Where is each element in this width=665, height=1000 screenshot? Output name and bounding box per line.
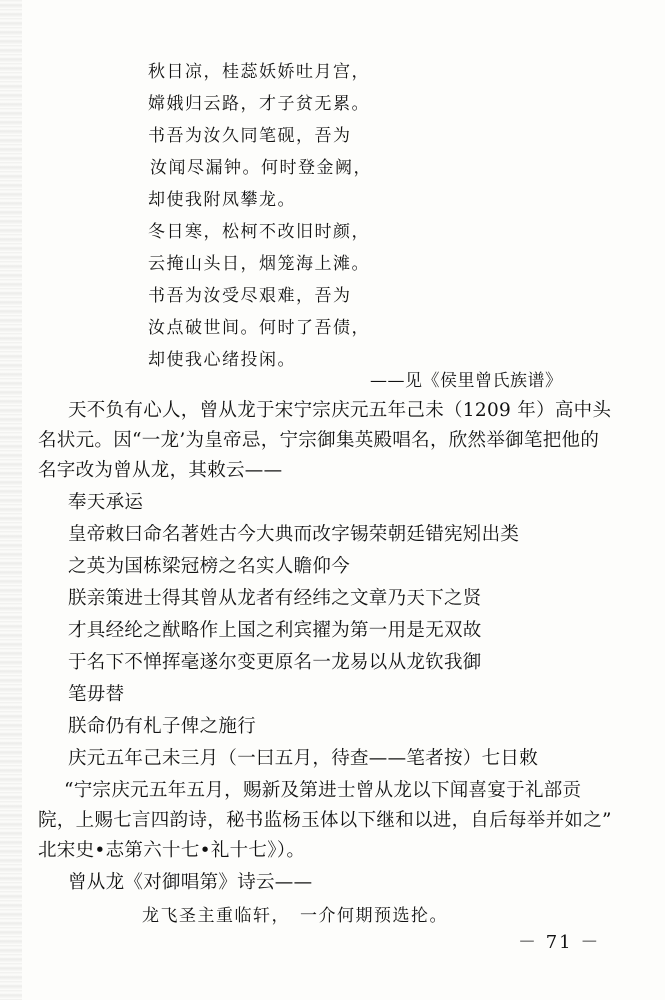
poem-line-2: 嫦娥归云路，才子贫无累。 xyxy=(148,94,370,114)
poem-line-3: 书吾为汝久同笔砚，吾为 xyxy=(148,126,352,146)
scan-edge-shadow xyxy=(0,0,22,1000)
poem-line-1: 秋日凉，桂蕊妖娇吐月宫， xyxy=(148,62,370,82)
quote-line-2: 院，上赐七言四韵诗，秘书监杨玉体以下继和以进，自后每举并如之” xyxy=(38,810,612,831)
edict-line-4: 朕亲策进士得其曾从龙者有经纬之文章乃天下之贤 xyxy=(68,588,482,609)
edict-line-5: 才具经纶之猷略作上国之利宾擢为第一用是无双故 xyxy=(68,620,482,641)
edict-line-8: 朕命仍有札子俾之施行 xyxy=(68,716,257,737)
edict-line-2: 皇帝敕曰命名著姓古今大典而改字锡荣朝廷错宪矧出类 xyxy=(68,524,520,545)
poem-line-6: 冬日寒，松柯不改旧时颜， xyxy=(148,222,370,242)
poem2-intro: 曾从龙《对御唱第》诗云—— xyxy=(68,872,313,893)
poem2-line-1: 龙飞圣主重临轩， 一介何期预选抡。 xyxy=(142,906,448,926)
quote-line-3: 北宋史•志第六十七•礼十七》）。 xyxy=(38,840,306,861)
paragraph-line-2: 名状元。因“一龙’为皇帝忌，宁宗御集英殿唱名，欣然举御笔把他的 xyxy=(38,430,600,451)
edict-line-1: 奉天承运 xyxy=(68,492,144,513)
poem-line-4: 汝闻尽漏钟。何时登金阙， xyxy=(150,158,372,178)
edict-line-3: 之英为国栋梁冠榜之名实人瞻仰今 xyxy=(68,556,351,577)
quote-line-1: “宁宗庆元五年五月，赐新及第进士曾从龙以下闻喜宴于礼部贡 xyxy=(64,780,582,801)
edict-line-9: 庆元五年己未三月（一曰五月，待查——笔者按）七日敕 xyxy=(68,748,539,769)
poem-line-7: 云掩山头日，烟笼海上滩。 xyxy=(148,254,370,274)
page-number: － 71 － xyxy=(518,932,601,953)
poem-line-9: 汝点破世间。何时了吾债， xyxy=(148,318,370,338)
poem-line-10: 却使我心绪投闲。 xyxy=(148,350,296,370)
poem-line-8: 书吾为汝受尽艰难，吾为 xyxy=(148,286,352,306)
poem-attribution: ——见《侯里曾氏族谱》 xyxy=(370,371,563,391)
paragraph-line-1: 天不负有心人，曾从龙于宋宁宗庆元五年己未（1209 年）高中头 xyxy=(68,400,612,421)
edict-line-7: 笔毋替 xyxy=(68,684,125,705)
edict-line-6: 于名下不惮挥毫遂尔变更原名一龙易以从龙钦我御 xyxy=(68,652,482,673)
paragraph-line-3: 名字改为曾从龙，其敕云—— xyxy=(38,460,283,481)
poem-line-5: 却使我附凤攀龙。 xyxy=(148,190,296,210)
